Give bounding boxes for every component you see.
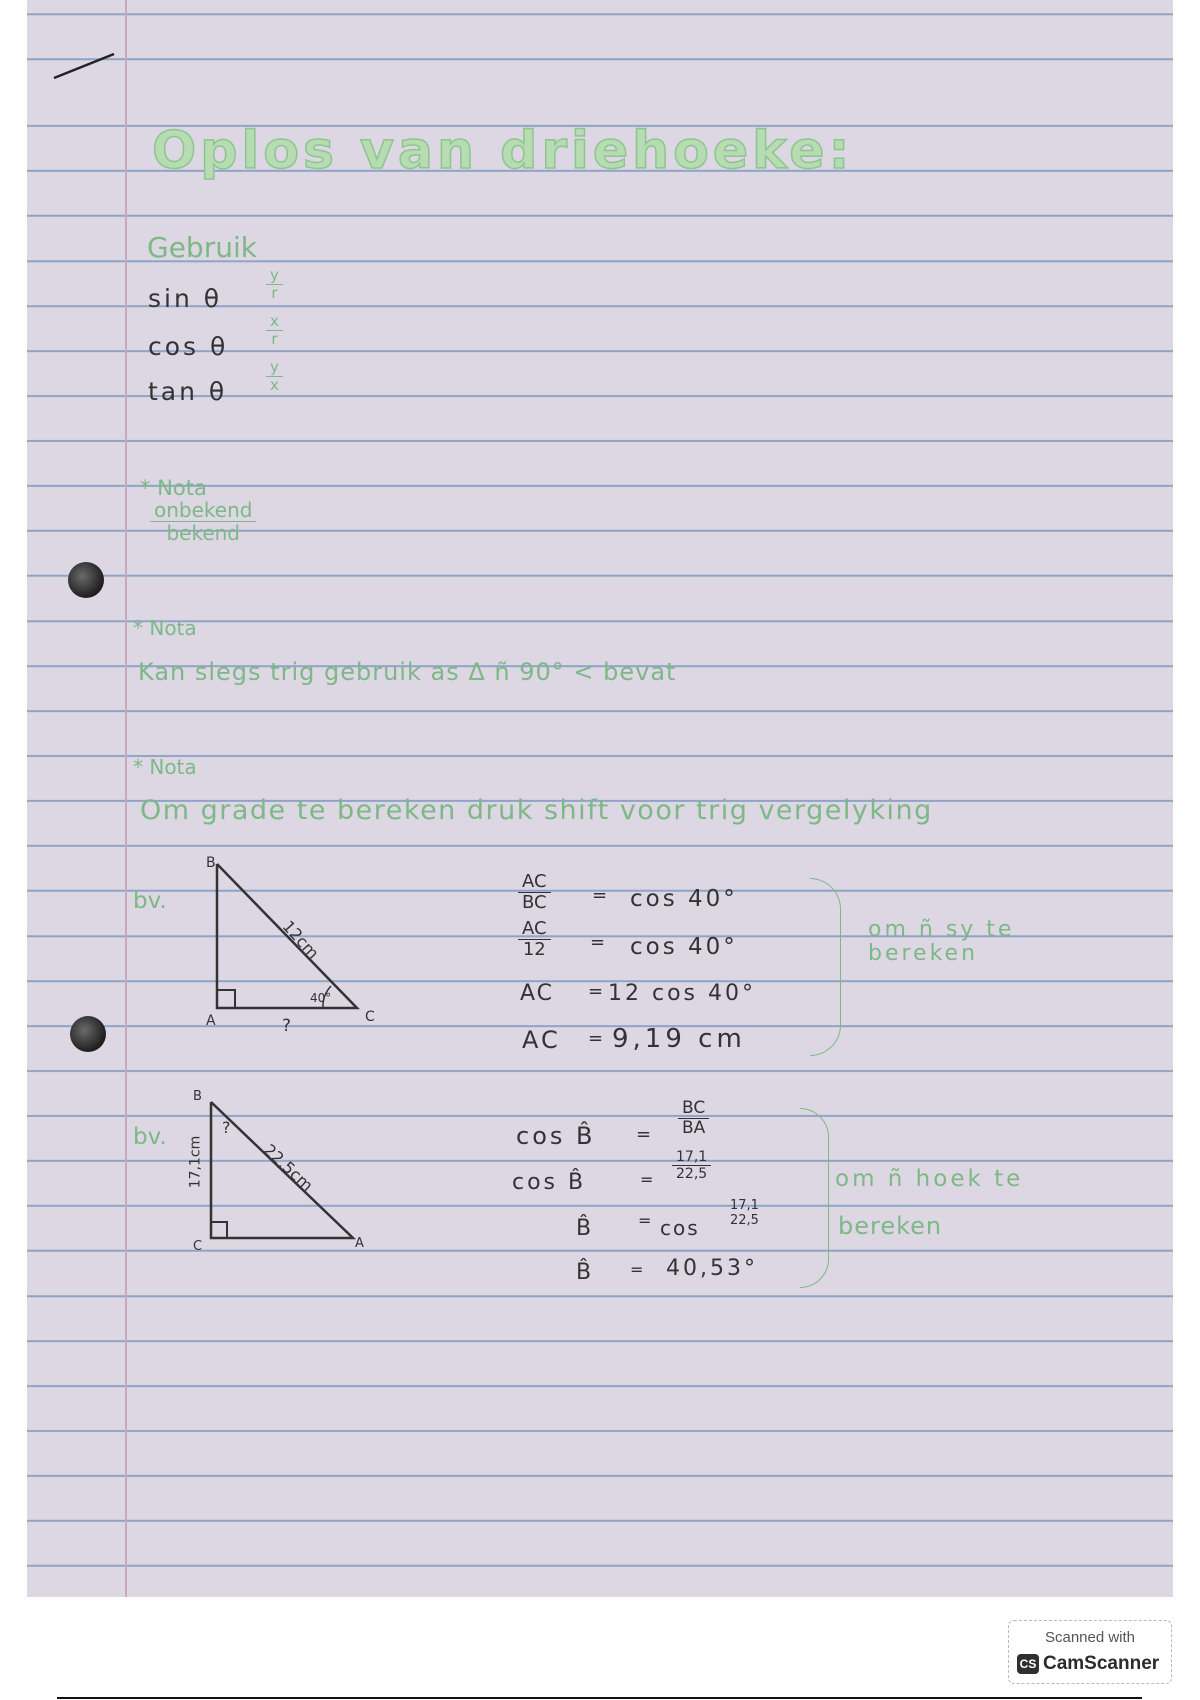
camscanner-logo-icon: CS <box>1017 1654 1039 1674</box>
note2-text: Kan slegs trig gebruik as Δ ñ 90° < bevat <box>138 658 677 686</box>
example2-unknown-label: ? <box>222 1118 231 1137</box>
scanner-brand: CamScanner <box>1043 1653 1160 1674</box>
example2-step1-eq: = <box>636 1124 652 1145</box>
example1-hypotenuse-label: 12cm <box>278 916 323 963</box>
cos-label: cos θ <box>148 332 229 361</box>
use-label: Gebruik <box>147 231 257 264</box>
example1-step4-eq: = <box>588 1028 604 1049</box>
tan-ratio-den: x <box>270 376 279 394</box>
example1-step2-lhs <box>518 920 551 959</box>
note1-num: onbekend <box>150 500 256 522</box>
example1-step1-num: AC <box>518 873 551 893</box>
example2-hypotenuse-label: 22,5cm <box>259 1140 317 1196</box>
scanner-caption: Scanned with <box>1044 1629 1136 1646</box>
example2-note-line1: om ñ hoek te <box>835 1166 1024 1192</box>
example1-step2-den: 12 <box>522 939 546 960</box>
note1-fraction <box>150 500 256 543</box>
sin-label: sin θ <box>148 284 223 313</box>
example1-note: om ñ sy te bereken <box>868 917 1015 966</box>
example2-note-line2: bereken <box>838 1212 943 1240</box>
example2-step3-num: 17,1 <box>730 1198 759 1213</box>
example1-vertex-a: A <box>206 1013 216 1029</box>
example1-step4-lhs: AC <box>522 1026 561 1054</box>
note2-heading: * Nota <box>133 616 197 640</box>
tan-ratio <box>266 360 283 393</box>
example2-vertex-b: B <box>193 1089 202 1104</box>
example2-step4-eq: = <box>630 1260 644 1279</box>
example1-step4-rhs: 9,19 cm <box>612 1024 746 1054</box>
pencil-mark <box>50 48 120 83</box>
example1-step3-rhs: 12 cos 40° <box>608 981 756 1006</box>
scanner-watermark <box>1008 1620 1172 1684</box>
example2-step1-lhs: cos B̂ <box>516 1122 596 1150</box>
sin-ratio-num: y <box>266 268 283 285</box>
cos-ratio-num: x <box>266 314 283 331</box>
example2-step2-rhs <box>672 1150 711 1181</box>
tan-label: tan θ <box>148 377 228 406</box>
example2-label: bv. <box>133 1124 167 1150</box>
tan-ratio-num: y <box>266 360 283 377</box>
example2-vertex-a: A <box>355 1236 364 1251</box>
page-title: Oplos van driehoeke: <box>152 121 854 181</box>
margin-line <box>125 0 127 1597</box>
example1-unknown-label: ? <box>282 1016 292 1036</box>
example2-step2-num: 17,1 <box>672 1150 711 1166</box>
example2-step4-lhs: B̂ <box>576 1260 592 1285</box>
example2-step1-num: BC <box>678 1100 709 1119</box>
example2-step2-eq: = <box>640 1170 654 1189</box>
example2-step4-rhs: 40,53° <box>666 1256 758 1281</box>
example1-brace <box>810 878 841 1056</box>
example2-step3-cos: cos <box>660 1216 700 1240</box>
note3-text: Om grade te bereken druk shift voor trig vergelyking <box>140 795 933 826</box>
example2-brace <box>800 1108 829 1288</box>
example2-vertex-c: C <box>193 1239 203 1254</box>
example1-step2-eq: = <box>590 932 606 953</box>
example1-step1-den: BC <box>522 892 547 913</box>
example2-step3-eq: = <box>638 1211 652 1230</box>
note1-heading: * Nota <box>140 476 207 500</box>
cos-ratio <box>266 314 283 347</box>
example1-step1-lhs <box>518 873 551 912</box>
example1-step1-eq: = <box>592 885 608 906</box>
example1-angle-label: 40° <box>310 991 332 1005</box>
example2-step3-den: 22,5 <box>730 1213 759 1228</box>
example1-step1-rhs: cos 40° <box>630 886 738 912</box>
example1-vertex-b: B <box>206 855 216 871</box>
example2-step2-lhs: cos B̂ <box>512 1170 587 1195</box>
note3-heading: * Nota <box>133 755 197 779</box>
note1-den: bekend <box>166 521 240 545</box>
example1-label: bv. <box>133 888 167 914</box>
sin-ratio-den: r <box>271 284 278 302</box>
punch-hole-bottom <box>70 1016 106 1052</box>
example2-step3-frac <box>726 1199 763 1227</box>
cos-ratio-den: r <box>271 330 278 348</box>
example1-vertex-c: C <box>365 1009 375 1025</box>
example1-step3-eq: = <box>588 981 604 1002</box>
bottom-rule <box>57 1697 1142 1699</box>
sin-ratio <box>266 268 283 301</box>
example1-step3-lhs: AC <box>520 981 555 1006</box>
example2-side-label: 17,1cm <box>187 1135 204 1189</box>
example2-triangle <box>195 1090 365 1260</box>
example2-step1-den: BA <box>682 1118 706 1138</box>
example2-step3-lhs: B̂ <box>576 1216 592 1241</box>
example1-step2-num: AC <box>518 920 551 940</box>
example1-step2-rhs: cos 40° <box>630 934 738 960</box>
punch-hole-top <box>68 562 104 598</box>
example2-step1-rhs <box>678 1100 709 1137</box>
example2-step2-den: 22,5 <box>676 1166 708 1182</box>
